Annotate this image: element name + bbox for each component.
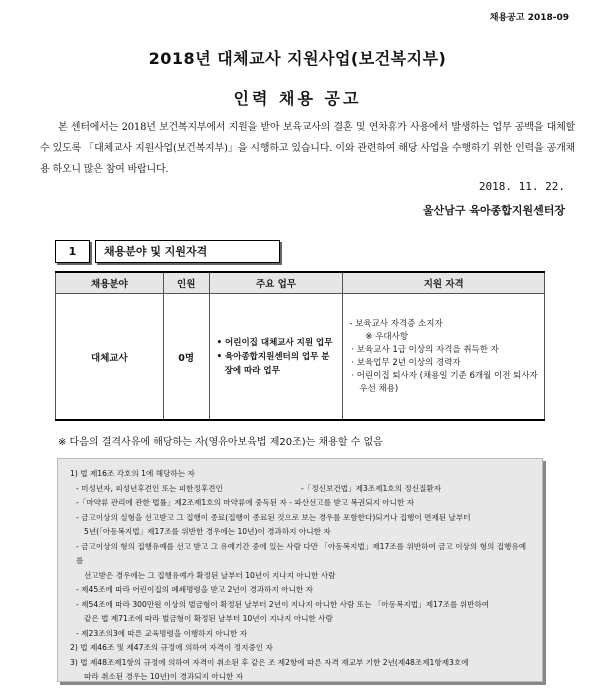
list-item: - 제23조의3에 따른 교육명령을 이행하지 아니한 자 <box>76 628 248 638</box>
cell-field: 대체교사 <box>56 294 164 421</box>
list-item-part: -「정신보건법」제3조제1호의 정신질환자 <box>301 483 442 493</box>
list-item: -「마약류 관리에 관한 법률」제2조제1호의 마약류에 중독된 자 - 파산선고를 받고 복권되지 아니한 자 <box>76 498 415 507</box>
list-item-part: - 미성년자, 피성년후견인 또는 피한정후견인 <box>76 483 223 493</box>
section-number: 1 <box>55 240 90 263</box>
list-item <box>70 482 532 497</box>
header-count: 인원 <box>163 272 209 294</box>
document-number: 채용공고 2018-09 <box>489 13 569 23</box>
list-item: - 제54조에 따라 300만원 이상의 벌금형이 확정된 날부터 2년이 지나지 아니한 사람 또는 「아동복지법」제17조를 위반하여 <box>76 599 490 609</box>
recruitment-table <box>55 271 545 421</box>
page-subtitle: 인력 채용 공고 <box>233 89 362 108</box>
list-item: 2) 법 제46조 및 제47조의 규정에 의하여 자격이 정지중인 자 <box>70 643 273 652</box>
qualification-item: - 보육교사 자격증 소지자 <box>349 318 443 329</box>
disqualification-notice: ※ 다음의 결격사유에 해당하는 자(영유아보육법 제20조)는 채용할 수 없음 <box>58 437 383 448</box>
list-item: - 제45조에 따라 어린이집의 폐쇄명령을 받고 2년이 경과하지 아니한 자 <box>76 585 314 594</box>
organization-name: 울산남구 육아종합지원센터장 <box>423 204 565 217</box>
section-title: 채용분야 및 지원자격 <box>95 240 280 263</box>
table-header-row <box>56 272 545 294</box>
table-row <box>56 294 545 421</box>
disqualification-box <box>57 458 543 682</box>
qualification-item: ※ 우대사항 <box>365 331 409 342</box>
duty-item: • 육아종합지원센터의 업무 분장에 따라 업무 <box>216 351 330 376</box>
list-item: 1) 법 제16조 각호의 1에 해당하는 자 <box>70 469 195 478</box>
cell-qualifications <box>343 294 545 421</box>
header-field: 채용분야 <box>56 272 164 294</box>
list-item-continuation: 같은 법 제71조에 따라 벌금형이 확정된 날부터 10년이 지나지 아니한 사람 <box>84 614 333 623</box>
list-item-continuation: 따라 취소된 경우는 10년)이 경과되지 아니한 자 <box>84 672 244 681</box>
list-item-continuation: 선고받은 경우에는 그 집행유예가 확정된 날부터 10년이 지나지 아니한 사람 <box>84 570 336 580</box>
list-item-continuation: 5년(「아동복지법」제17조를 위반한 경우에는 10년)이 경과하지 아니한 자 <box>84 527 331 536</box>
list-item: 3) 법 제48조제1항의 규정에 의하여 자격이 취소된 후 같은 조 제2항에 따른 자격 재교부 기한 2년(제48조제1항제3호에 <box>70 657 469 667</box>
page-title: 2018년 대체교사 지원사업(보건복지부) <box>148 49 447 68</box>
cell-duties <box>209 294 343 421</box>
duty-item: • 어린이집 대체교사 지원 업무 <box>216 337 333 348</box>
intro-paragraph: 본 센터에서는 2018년 보건복지부에서 지원을 받아 보육교사의 결혼 및 연차휴가 사용에서 발생하는 업무 공백을 대체할 수 있도록 「대체교사 지원사업(보건복지부)」을 시행하고 있습니다. 이와 관련하여 해당 사업을 수행하기 위한 인력을 공개채용 하오니 많은 참여 바랍니다. <box>40 122 575 175</box>
list-item: - 금고이상의 형의 집행유예를 선고 받고 그 유예기간 중에 있는 사람 다만 「아동복지법」제17조를 위반하여 금고 이상의 형의 집행유예를 <box>76 541 527 565</box>
cell-count: 0명 <box>163 294 209 421</box>
qualification-item: · 어린이집 퇴사자 (채용일 기준 6개월 이전 퇴사자 우선 채용) <box>351 370 538 394</box>
qualification-item: · 보육교사 1급 이상의 자격을 취득한 자 <box>351 344 499 355</box>
qualification-item: · 보육업무 2년 이상의 경력자 <box>351 357 461 368</box>
header-qualifications: 지원 자격 <box>343 272 545 294</box>
list-item: - 금고이상의 실형을 선고받고 그 집행이 종료(집행이 종료된 것으로 보는 경우를 포함한다)되거나 집행이 면제된 날부터 <box>76 512 471 522</box>
header-duties: 주요 업무 <box>209 272 343 294</box>
announcement-date: 2018. 11. 22. <box>478 180 565 193</box>
